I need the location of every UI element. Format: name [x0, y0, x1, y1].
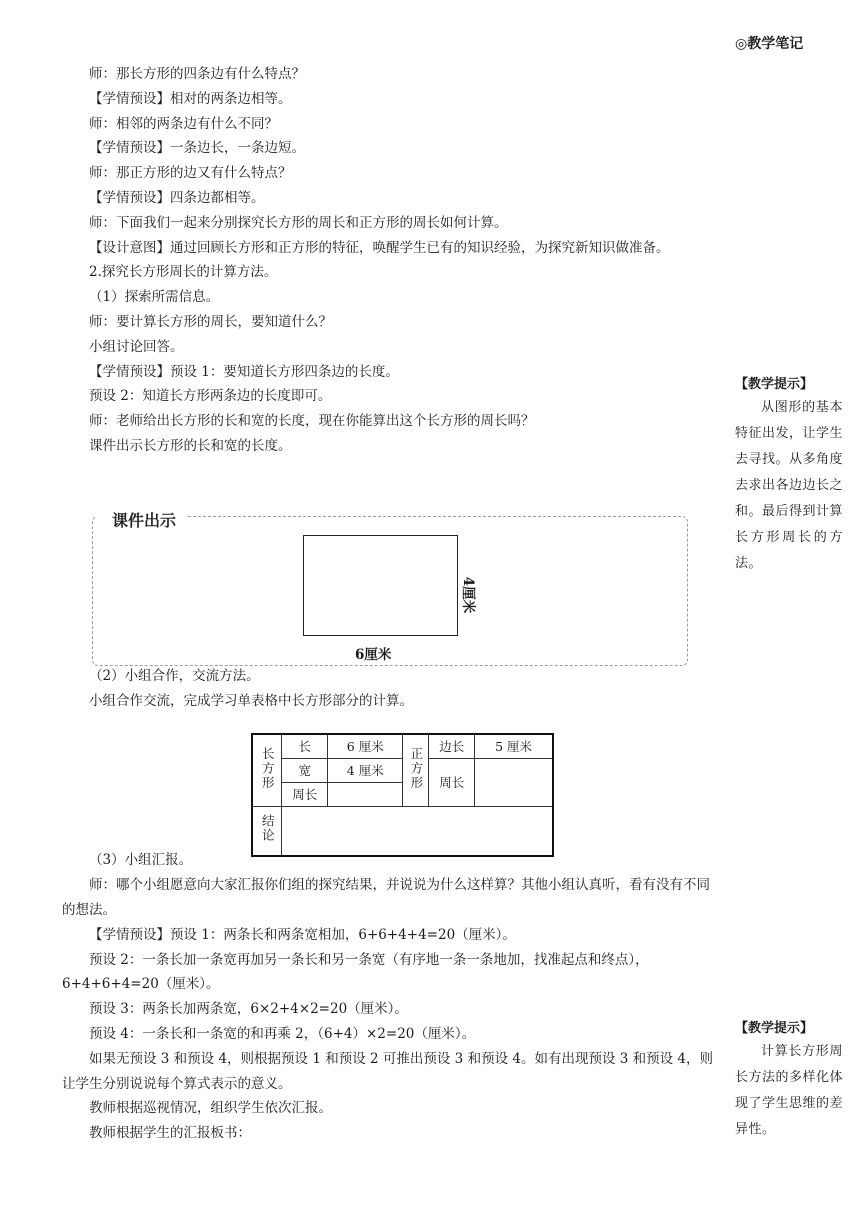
text-line: 师：老师给出长方形的长和宽的长度，现在你能算出这个长方形的周长吗？ — [89, 413, 535, 430]
square-perimeter-value — [475, 758, 553, 806]
width-header: 宽 — [282, 758, 328, 782]
text-line: 师：要计算长方形的周长，要知道什么？ — [89, 313, 332, 330]
rectangle-shape — [303, 535, 458, 636]
length-value: 6 厘米 — [328, 734, 403, 758]
rectangle-row-header — [252, 734, 282, 806]
side-value: 5 厘米 — [475, 734, 553, 758]
text-line: 预设 2：知道长方形两条边的长度即可。 — [89, 388, 332, 405]
text-line: 【学情预设】预设 1：两条长和两条宽相加，6+6+4+4=20（厘米）。 — [89, 926, 516, 943]
rectangle-width-label: 6厘米 — [355, 647, 392, 663]
rectangle-height-label: 4厘米 — [460, 576, 477, 614]
text-line: 【学情预设】预设 1：要知道长方形四条边的长度。 — [89, 363, 399, 380]
text-line: 课件出示长方形的长和宽的长度。 — [89, 437, 292, 454]
text-line: 教师根据学生的汇报板书： — [89, 1125, 251, 1142]
section-heading: 2.探究长方形周长的计算方法。 — [89, 264, 278, 281]
subsection-heading: （2）小组合作，交流方法。 — [89, 667, 260, 684]
text-line: 师：那长方形的四条边有什么特点？ — [89, 66, 305, 82]
subsection-heading: （1）探索所需信息。 — [89, 289, 220, 306]
text-line: 预设 3：两条长加两条宽，6×2+4×2=20（厘米）。 — [89, 1001, 408, 1018]
text-line: 预设 4：一条长和一条宽的和再乘 2，（6+4）×2=20（厘米）。 — [89, 1025, 476, 1042]
teaching-tip-title: 【教学提示】 — [735, 1021, 814, 1036]
teaching-tip-body: 从图形的基本特征出发，让学生去寻找。从多角度去求出各边边长之和。最后得到计算长方形周长的方法。 — [735, 400, 844, 571]
subsection-heading: （3）小组汇报。 — [89, 852, 193, 869]
perimeter-value — [328, 782, 403, 806]
text-paragraph: 预设 2：一条长加一条宽再加另一条长和另一条宽（有序地一条一条地加，找准起点和终点），6+4+6+4=20（厘米）。 — [62, 951, 649, 993]
conclusion-header — [252, 806, 282, 856]
perimeter-header: 周长 — [282, 782, 328, 806]
side-header: 边长 — [429, 734, 475, 758]
teaching-tip-2 — [735, 1019, 843, 1143]
courseware-figure-title: 课件出示 — [96, 502, 186, 535]
text-paragraph: 师：哪个小组愿意向大家汇报你们组的探究结果，并说说为什么这样算？其他小组认真听，看有没有不同的想法。 — [62, 877, 710, 918]
text-paragraph: 如果无预设 3 和预设 4，则根据预设 1 和预设 2 可推出预设 3 和预设 4。如有出现预设 3 和预设 4，则让学生分别说说每个算式表示的意义。 — [62, 1050, 713, 1092]
text-line: 【学情预设】一条边长，一条边短。 — [89, 140, 305, 157]
text-line: 小组合作交流，完成学习单表格中长方形部分的计算。 — [89, 692, 413, 709]
conclusion-value — [282, 806, 553, 856]
rectangle-label: 长方形 — [260, 746, 276, 790]
square-perimeter-header: 周长 — [429, 758, 475, 806]
design-intent-paragraph: 【设计意图】通过回顾长方形和正方形的特征，唤醒学生已有的知识经验，为探究新知识做准备。 — [89, 239, 670, 256]
text-line: 教师根据巡视情况，组织学生依次汇报。 — [89, 1100, 332, 1117]
text-line: 师：那正方形的边又有什么特点？ — [89, 165, 292, 182]
teaching-tip-1 — [735, 375, 843, 577]
text-line: 【学情预设】四条边都相等。 — [89, 189, 265, 206]
square-label: 正方形 — [408, 746, 424, 790]
text-line: 师：下面我们一起来分别探究长方形的周长和正方形的周长如何计算。 — [89, 214, 508, 231]
width-value: 4 厘米 — [328, 758, 403, 782]
text-line: 【学情预设】相对的两条边相等。 — [89, 90, 292, 107]
conclusion-label: 结论 — [260, 814, 276, 844]
text-line: 小组讨论回答。 — [89, 338, 184, 355]
teaching-tip-title: 【教学提示】 — [735, 377, 814, 392]
text-line: 师：相邻的两条边有什么不同？ — [89, 115, 278, 132]
teaching-notes-header: ◎教学笔记 — [735, 36, 804, 52]
teaching-tip-body: 计算长方形周长方法的多样化体现了学生思维的差异性。 — [735, 1044, 844, 1137]
square-row-header — [403, 734, 429, 806]
length-header: 长 — [282, 734, 328, 758]
worksheet-table — [251, 733, 554, 857]
